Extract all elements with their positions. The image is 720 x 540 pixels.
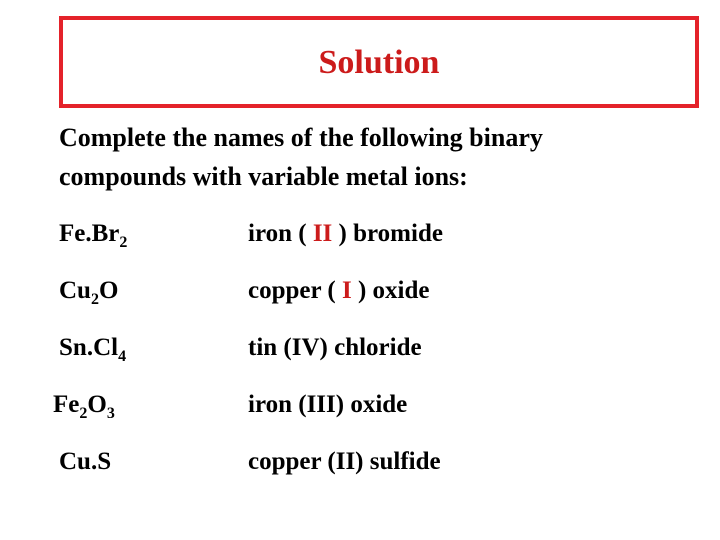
compound-name (248, 390, 407, 420)
compound-name (248, 447, 441, 477)
formula-subscript: 4 (118, 348, 127, 365)
formula-element: Cu (59, 448, 91, 475)
formula-subscript: 3 (106, 405, 115, 422)
compound-name-start: iron ( (248, 220, 313, 247)
roman-numeral-answer: II (312, 220, 333, 247)
compound-row (0, 447, 720, 487)
formula-element: S (97, 448, 112, 475)
compound-name (248, 219, 443, 249)
compound-name-start: copper ( (248, 277, 342, 304)
formula-element: Fe (53, 391, 80, 418)
compound-name (248, 276, 430, 306)
compound-name-end: ) bromide (332, 220, 443, 247)
slide-title: Solution (318, 44, 440, 81)
compound-formula (59, 276, 118, 306)
compound-formula (53, 390, 115, 420)
instructions-line-2: compounds with variable metal ions: (59, 162, 468, 191)
compound-name-start: copper (II) sulfide (248, 448, 441, 475)
formula-element: Sn (59, 334, 87, 361)
title-frame (59, 16, 699, 108)
formula-subscript: 2 (119, 234, 128, 251)
formula-element: Cl (93, 334, 119, 361)
formula-element: O (98, 277, 119, 304)
compound-row (0, 276, 720, 316)
roman-numeral-answer: I (341, 277, 352, 304)
compound-name-end: ) oxide (351, 277, 430, 304)
compound-formula: Cu.S (59, 448, 112, 475)
formula-element: Fe (59, 220, 86, 247)
compound-row (0, 333, 720, 373)
compound-name-start: iron (III) oxide (248, 391, 408, 418)
compound-formula: $Sn.Cl_4$ (59, 334, 127, 365)
formula-subscript: 2 (79, 405, 88, 422)
compound-name (248, 333, 422, 363)
compound-name-start: tin (IV) chloride (248, 334, 422, 361)
instructions-line-1: Complete the names of the following binary (59, 123, 543, 152)
compound-row (0, 390, 720, 430)
formula-subscript: 2 (90, 291, 99, 308)
compound-row (0, 219, 720, 259)
instructions (59, 118, 659, 196)
formula-element: O (87, 391, 107, 418)
compound-formula: $Fe.Br_2$ (59, 220, 128, 251)
formula-element: Br (91, 220, 120, 247)
formula-element: Cu (59, 277, 91, 304)
